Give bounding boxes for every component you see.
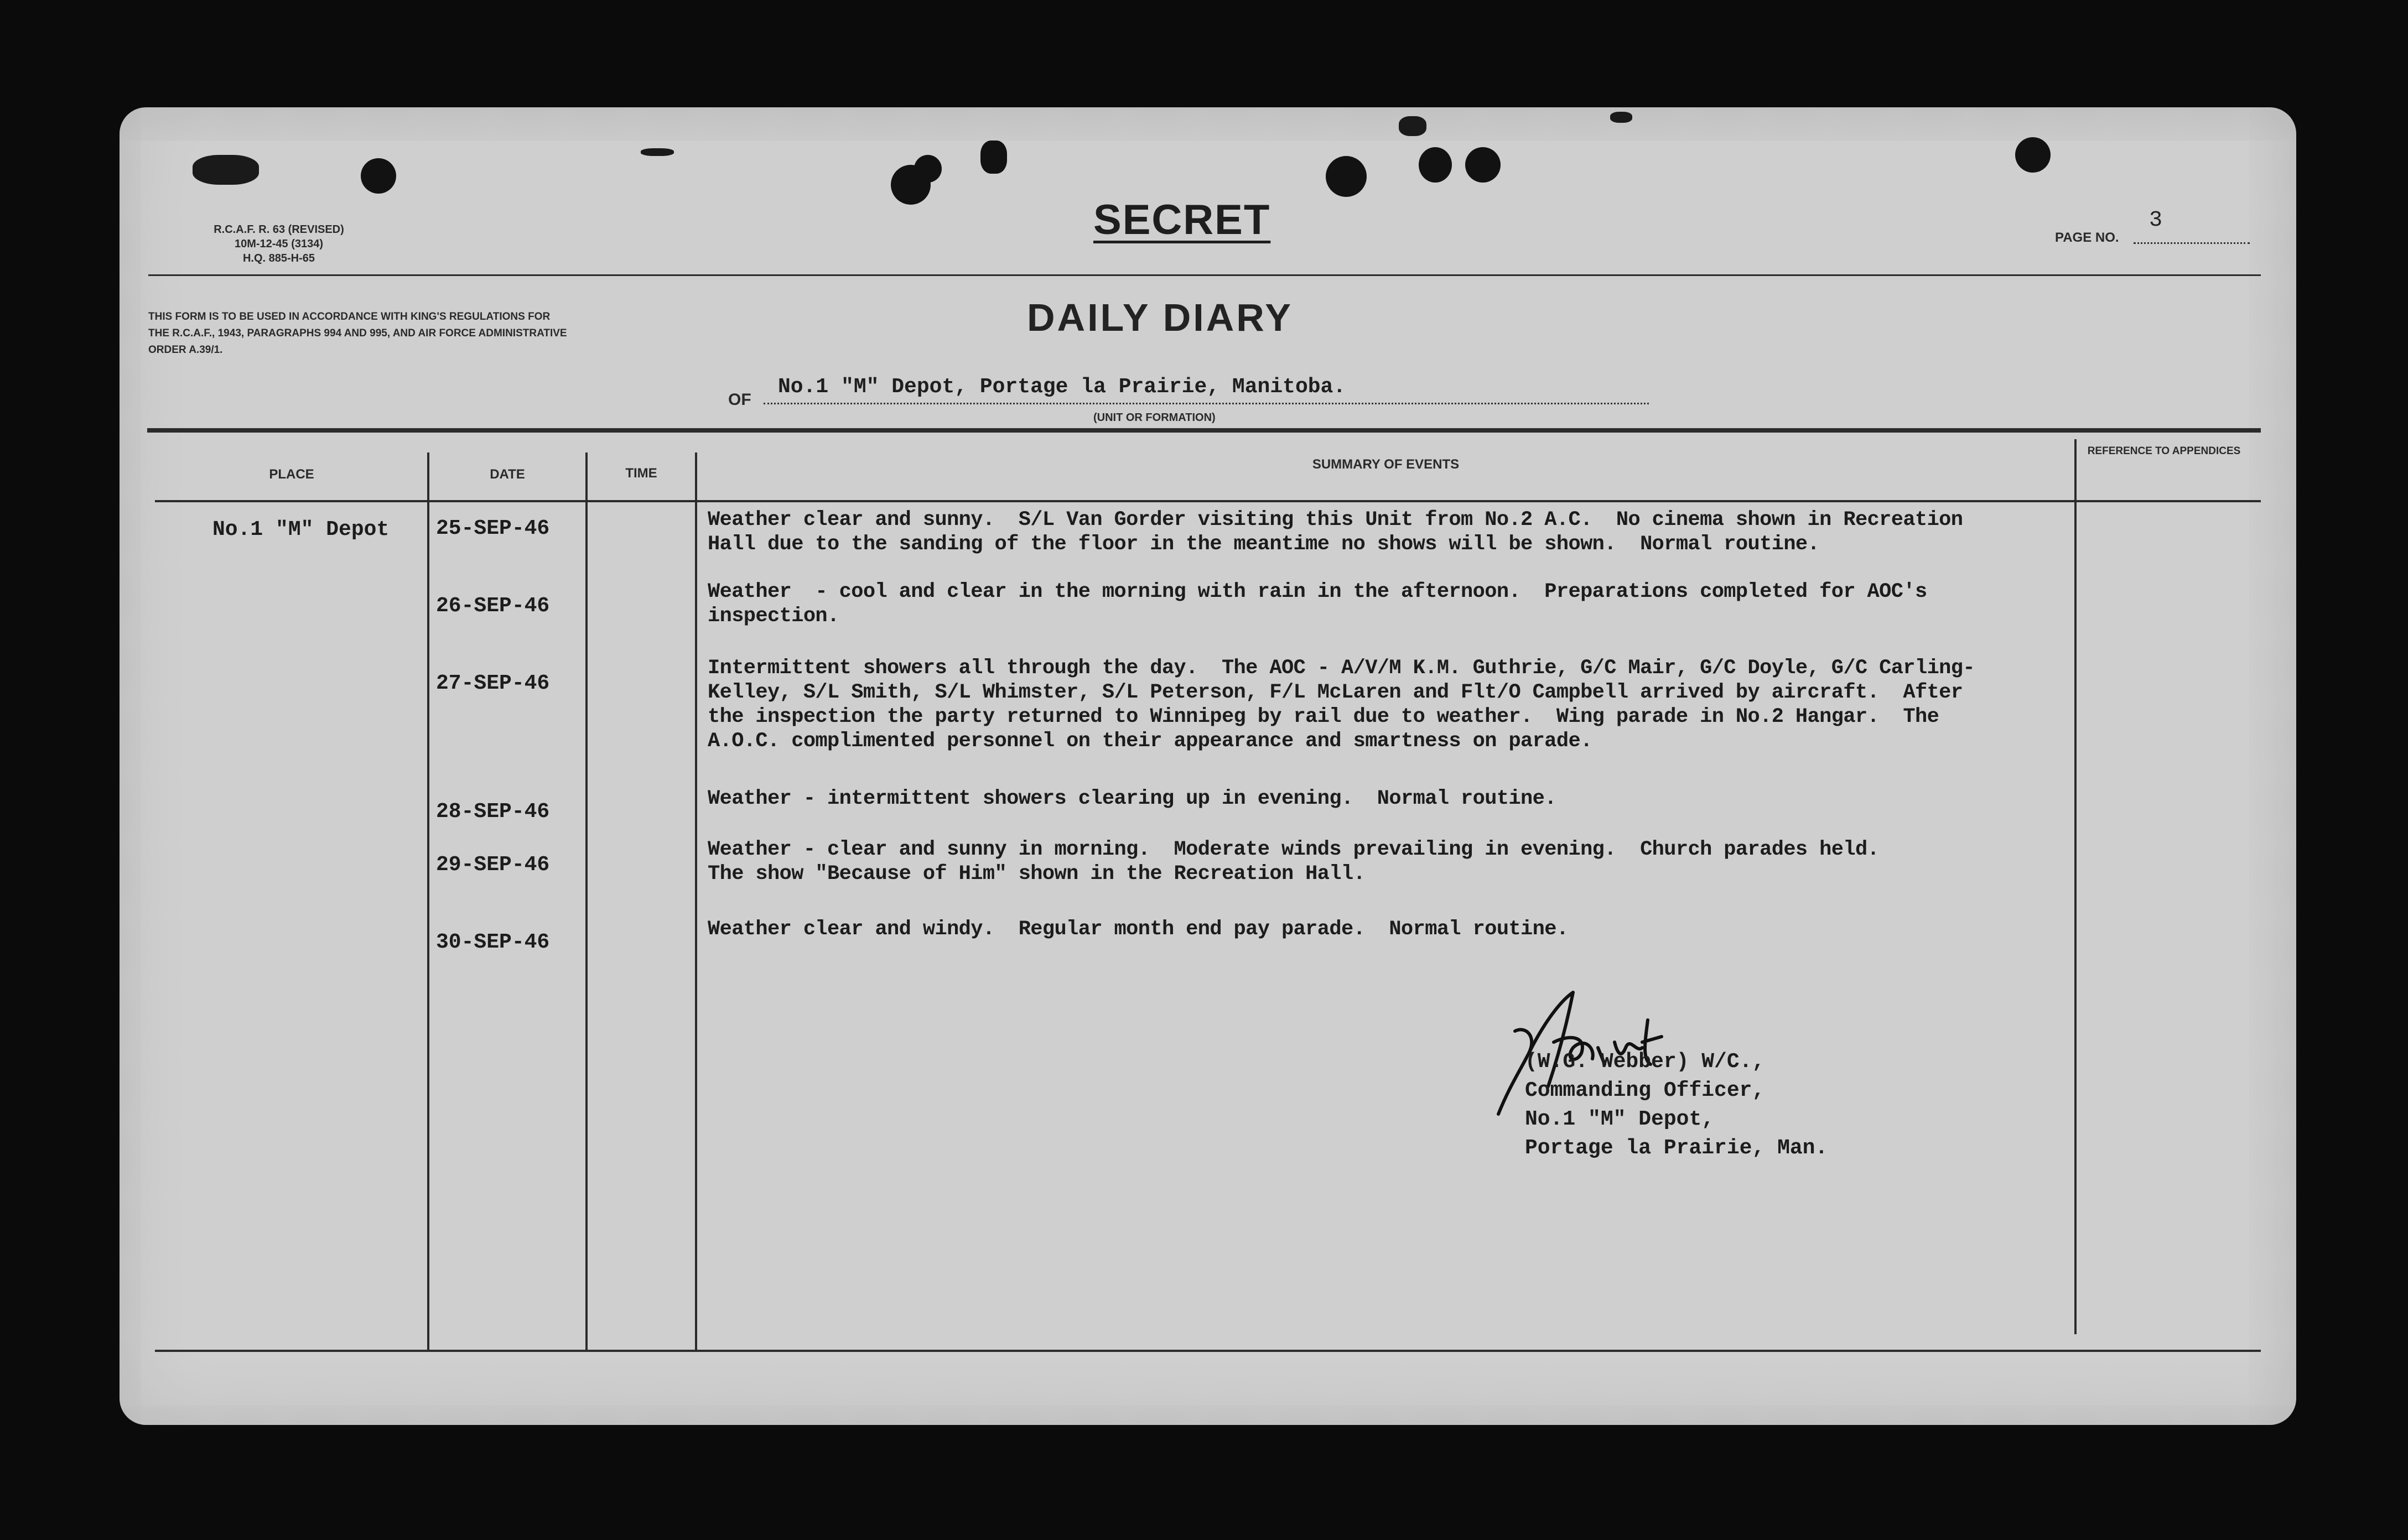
summary-entry: Weather clear and windy. Regular month end pay parade. Normal routine. [708, 918, 1569, 941]
header-rule [148, 274, 2261, 276]
punch-hole [1465, 147, 1501, 183]
column-header-time: TIME [625, 466, 657, 481]
document-title: DAILY DIARY [1027, 296, 1293, 339]
table-bottom-rule [155, 1350, 2261, 1352]
column-header-summary: SUMMARY OF EVENTS [1312, 457, 1460, 472]
date-cell: 30-SEP-46 [436, 930, 550, 954]
column-divider [585, 452, 588, 1350]
form-code-line: 10M-12-45 (3134) [234, 238, 324, 250]
column-divider [427, 452, 429, 1350]
binding-mark [193, 155, 259, 185]
punch-hole [1326, 156, 1367, 197]
punch-hole [1419, 147, 1452, 183]
signature-block: (W.G. Webber) W/C., Commanding Officer, No.1 "M" Depot, Portage la Prairie, Man. [1525, 1050, 1828, 1160]
summary-entry: Intermittent showers all through the day. The AOC - A/V/M K.M. Guthrie, G/C Mair, G/C Doyle, G/C Carling- Kelley, S/L Smith, S/L Whimster, S/L Peterson, F/L McLaren and Flt/O Campbell arrived by aircraft. After the inspection the party returned to Winnipeg by rail due to weather. Wing parade in No.2 Hangar. The A.O.C. complimented personnel on their appearance and smartness on parade. [708, 657, 1975, 753]
punch-hole [914, 155, 942, 183]
binding-mark [641, 148, 674, 156]
form-instructions: THIS FORM IS TO BE USED IN ACCORDANCE WITH KING'S REGULATIONS FOR THE R.C.A.F., 1943, PARAGRAPHS 994 AND 995, AND AIR FORCE ADMINISTRATIVE ORDER A.39/1. [148, 311, 567, 356]
summary-entry: Weather - clear and sunny in morning. Moderate winds prevailing in evening. Church parades held. The show "Because of Him" shown in the Recreation Hall. [708, 838, 1880, 886]
form-code [163, 222, 395, 266]
table-top-rule [147, 428, 2261, 433]
classification-heading: SECRET [1093, 196, 1271, 243]
diary-sheet [120, 107, 2296, 1425]
place-cell: No.1 "M" Depot [212, 518, 390, 542]
column-header-place: PLACE [269, 467, 314, 482]
form-code-line: R.C.A.F. R. 63 (REVISED) [214, 223, 344, 236]
binding-mark [1610, 112, 1632, 123]
summary-entry: Weather - intermittent showers clearing up in evening. Normal routine. [708, 787, 1556, 810]
page-number-value: 3 [2149, 208, 2163, 233]
page-number-label: PAGE NO. [2055, 230, 2119, 245]
column-divider [2074, 439, 2077, 1334]
summary-entry: Weather - cool and clear in the morning with rain in the afternoon. Preparations completed for AOC's inspection. [708, 580, 1927, 628]
date-cell: 25-SEP-46 [436, 517, 550, 540]
unit-name: No.1 "M" Depot, Portage la Prairie, Manitoba. [778, 375, 1346, 399]
form-code-line: H.Q. 885-H-65 [242, 252, 315, 264]
date-cell: 27-SEP-46 [436, 672, 550, 695]
binding-mark [1399, 116, 1426, 136]
unit-caption: (UNIT OR FORMATION) [1093, 412, 1216, 424]
punch-hole [2015, 137, 2051, 173]
unit-line [764, 403, 1649, 404]
date-cell: 29-SEP-46 [436, 853, 550, 877]
of-label: OF [728, 391, 751, 409]
date-cell: 26-SEP-46 [436, 594, 550, 618]
page-number-line [2134, 242, 2250, 244]
date-cell: 28-SEP-46 [436, 800, 550, 824]
column-header-date: DATE [490, 467, 525, 482]
table-header-rule [155, 500, 2261, 502]
punch-hole [361, 158, 396, 194]
punch-hole [980, 141, 1007, 174]
summary-entry: Weather clear and sunny. S/L Van Gorder visiting this Unit from No.2 A.C. No cinema shown in Recreation Hall due to the sanding of the floor in the meantime no shows will be shown. Normal routine. [708, 508, 1963, 556]
column-header-reference: REFERENCE TO APPENDICES [2087, 445, 2241, 457]
column-divider [695, 452, 697, 1350]
